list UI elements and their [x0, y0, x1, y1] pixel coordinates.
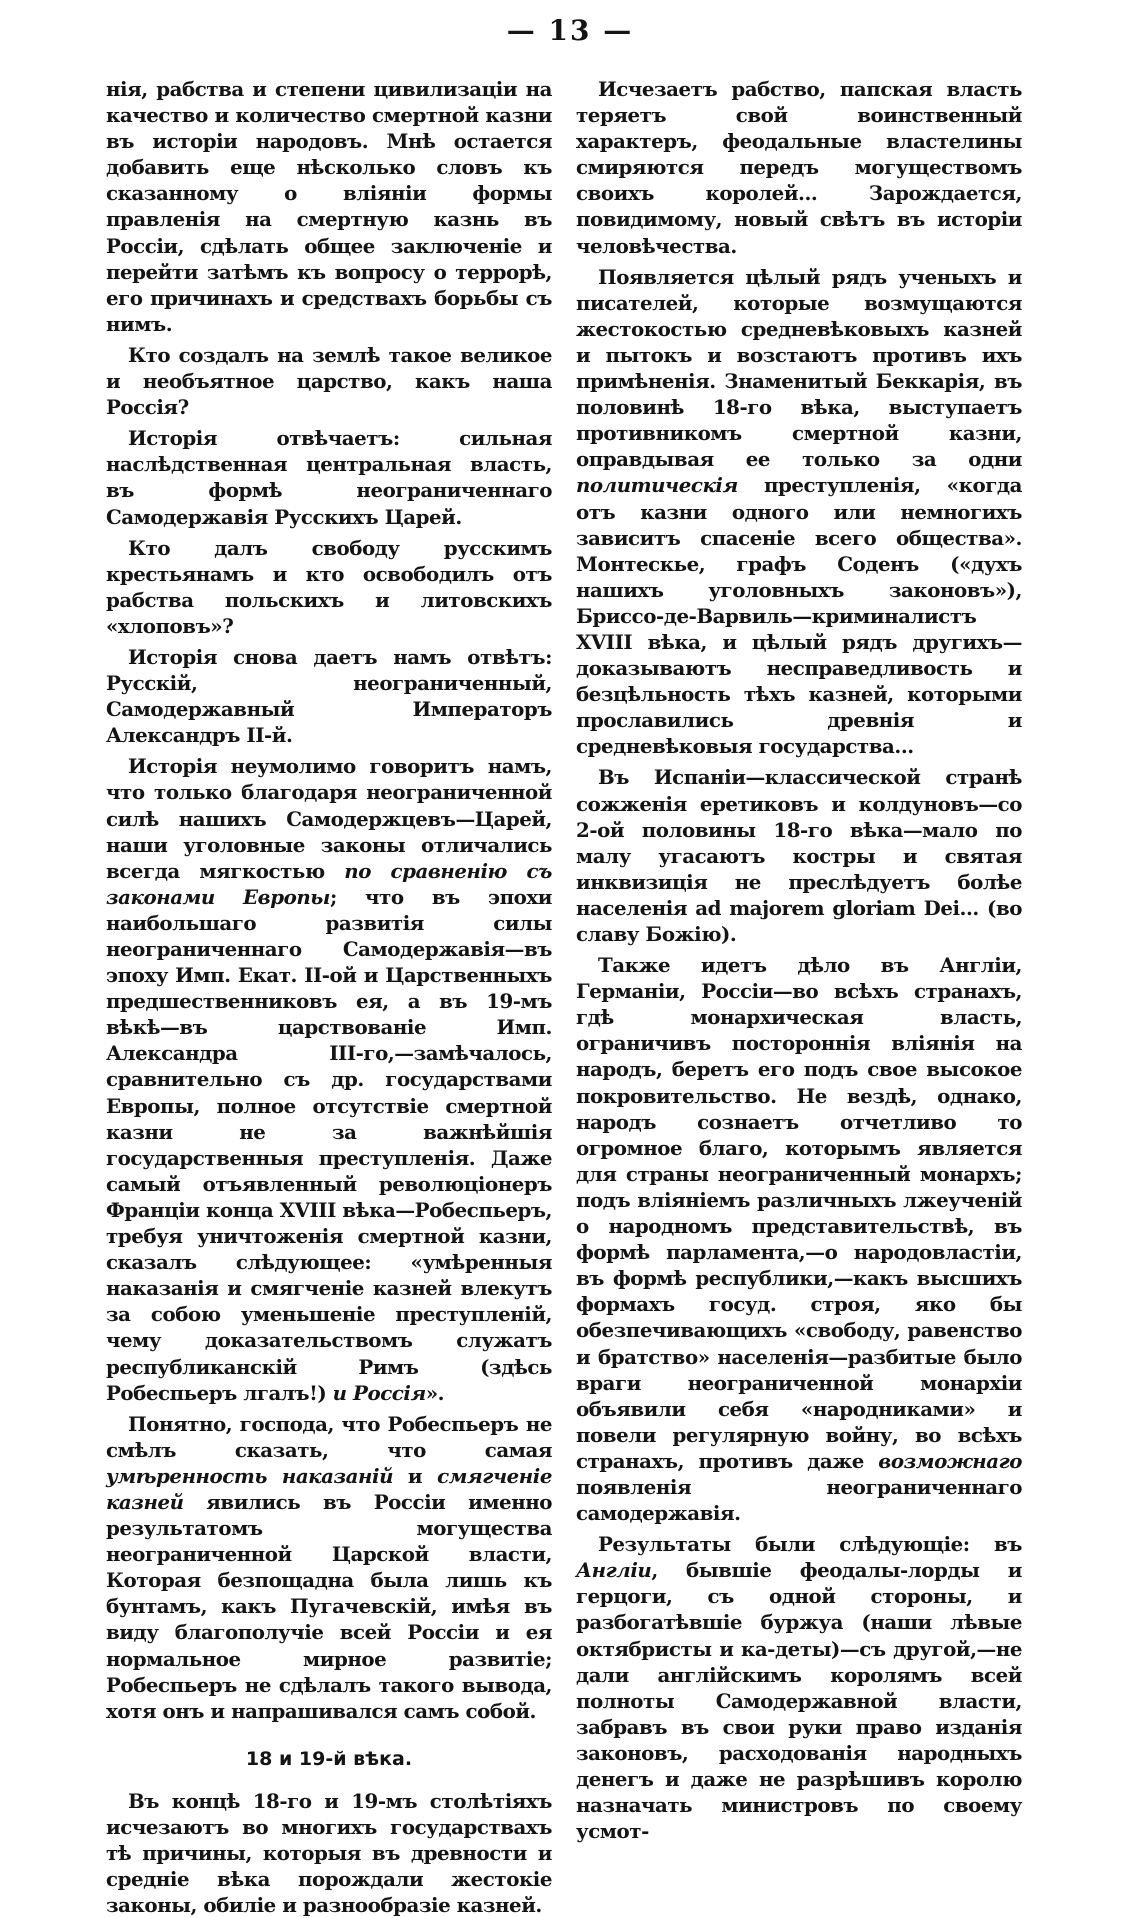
text-run: ; что въ эпохи наибольшаго развитія силы неограниченнаго Самодержавія—въ эпоху Имп. Екат. II-ой и Царственныхъ предшественниковъ ея, а въ 19-мъ вѣкѣ—въ царствованіе Имп. Александра III-го,—замѣчалось, сравнительно съ др. государствами Европы, полное отсутствіе смертной казни не за важнѣйшія государственныя преступленія. Даже самый отъявленный революціонеръ Франціи конца XVIII вѣка—Робеспьеръ, требуя уничтоженія смертной казни, сказалъ слѣдующее: «умѣренныя наказанія и смягченіе казней влекутъ за собою уменьшеніе преступленій, чему доказательствомъ служатъ республиканскій Римъ (здѣсь Робеспьеръ лгалъ!)	[106, 884, 552, 1405]
left-column	[106, 76, 552, 1918]
italic-phrase: смягченіе казней	[106, 1463, 552, 1514]
text-run: Появляется цѣлый рядъ ученыхъ и писателей, которые возмущаются жестокостью средневѣковыхъ казней и пытокъ и возстаютъ противъ ихъ примѣненія. Знаменитый Беккарія, въ половинѣ 18-го вѣка, выступаетъ противникомъ смертной казни, оправдывая ее только за одни	[576, 264, 1022, 472]
italic-phrase: политическія	[576, 473, 738, 498]
text-run: и	[393, 1463, 438, 1488]
paragraph	[576, 264, 1022, 760]
italic-phrase: Англіи	[576, 1558, 652, 1583]
text-run: Результаты были слѣдующіе: въ	[598, 1532, 1022, 1557]
paragraph: Въ концѣ 18-го и 19-мъ столѣтіяхъ исчезаютъ во многихъ государствахъ тѣ причины, которыя въ древности и средніе вѣка порождали жестокіе законы, обиліе и разнообразіе казней.	[106, 1788, 552, 1918]
right-column	[576, 76, 1022, 1844]
italic-phrase: возможнаго	[878, 1448, 1022, 1473]
text-run: ».	[425, 1380, 445, 1405]
paragraph	[106, 753, 552, 1405]
paragraph: Въ Испаніи—классической странѣ сожженія еретиковъ и колдуновъ—со 2-ой половины 18-го вѣка—мало по малу угасаютъ костры и святая инквизиція не преслѣдуетъ болѣе населенія ad majorem gloriam Dei... (во славу Божію).	[576, 765, 1022, 946]
text-run: Также идетъ дѣло въ Англіи, Германіи, Россіи—во всѣхъ странахъ, гдѣ монархическая власть, ограничивъ постороннія вліянія на народъ, беретъ его подъ свое высокое покровительство. Не вездѣ, однако, народъ сознаетъ отчетливо то огромное благо, которымъ является для страны неограниченный монархъ; подъ вліяніемъ различныхъ лжеученій о народномъ представительствѣ, въ формѣ парламента,—о народовластіи, въ формѣ республики,—какъ высшихъ формахъ госуд. строя, яко бы обезпечивающихъ «свободу, равенство и братство» населенія—разбитые было враги неограниченной монархіи объявили себя «народниками» и повели регулярную войну, во всѣхъ странахъ, противъ даже	[576, 953, 1022, 1473]
paragraph	[576, 1531, 1022, 1844]
paragraph: Кто далъ свободу русскимъ крестьянамъ и кто освободилъ отъ рабства польскихъ и литовскихъ «хлоповъ»?	[106, 535, 552, 638]
paragraph: Исторія отвѣчаетъ: сильная наслѣдственная центральная власть, въ формѣ неограниченнаго Самодержавія Русскихъ Царей.	[106, 426, 552, 529]
paragraph: Кто создалъ на землѣ такое великое и необъятное царство, какъ наша Россія?	[106, 342, 552, 420]
page-number: — 13 —	[506, 14, 634, 47]
text-run: Исторія неумолимо говоритъ намъ, что только благодаря неограниченной силѣ нашихъ Самодержцевъ—Царей, наши уголовные законы отличались всегда мягкостью	[106, 754, 552, 883]
text-run: явились въ Россіи именно результатомъ могущества неограниченной Царской власти, Которая безпощадна была лишь къ бунтамъ, какъ Пугачевскій, имѣя въ виду благополучіе всей Россіи и ея нормальное мирное развитіе; Робеспьеръ не сдѣлалъ такого вывода, хотя онъ и напрашивался самъ собой.	[106, 1489, 552, 1723]
paragraph	[106, 1411, 552, 1724]
paragraph: Исчезаетъ рабство, папская власть теряетъ свой воинственный характеръ, феодальные властелины смиряются передъ могуществомъ своихъ королей... Зарождается, повидимому, новый свѣтъ въ исторіи человѣчества.	[576, 77, 1022, 258]
italic-phrase: умѣренность наказаній	[106, 1463, 393, 1488]
text-run: Понятно, господа, что Робеспьеръ не смѣлъ сказать, что самая	[106, 1411, 552, 1462]
text-run: , бывшіе феодалы-лорды и герцоги, съ одной стороны, и разбогатѣвшіе буржуа (наши лѣвые октябристы и ка-деты)—съ другой,—не дали англійскимъ королямъ всей полноты Самодержавной власти, забравъ въ свои руки право изданія законовъ, расходованія народныхъ денегъ и даже не разрѣшивъ королю назначать министровъ по своему усмот-	[576, 1558, 1022, 1844]
paragraph	[576, 952, 1022, 1526]
section-heading: 18 и 19-й вѣка.	[245, 1747, 413, 1770]
italic-phrase: и Россія	[332, 1380, 426, 1405]
text-run: появленія неограниченнаго самодержавія.	[576, 1474, 1022, 1526]
paragraph: нія, рабства и степени цивилизаціи на качество и количество смертной казни въ исторіи народовъ. Мнѣ остается добавить еще нѣсколько словъ къ сказанному о вліяніи формы правленія на смертную казнь въ Россіи, сдѣлать общее заключеніе и перейти затѣмъ къ вопросу о террорѣ, его причинахъ и средствахъ борьбы съ нимъ.	[106, 77, 552, 336]
text-run: преступленія, «когда отъ казни одного или немногихъ зависитъ спасеніе всего общества». Монтескье, графъ Соденъ («духъ нашихъ уголовныхъ законовъ»), Бриссо-де-Варвиль—криминалистъ XVIII вѣка, и цѣлый рядъ другихъ—доказываютъ несправедливость и безцѣльность тѣхъ казней, которыми прославились древнія и средневѣковыя государства...	[576, 473, 1022, 759]
paragraph: Исторія снова даетъ намъ отвѣтъ: Русскій, неограниченный, Самодержавный Императоръ Александръ II-й.	[106, 644, 552, 748]
italic-phrase: по сравненію съ законами Европы	[106, 858, 552, 909]
